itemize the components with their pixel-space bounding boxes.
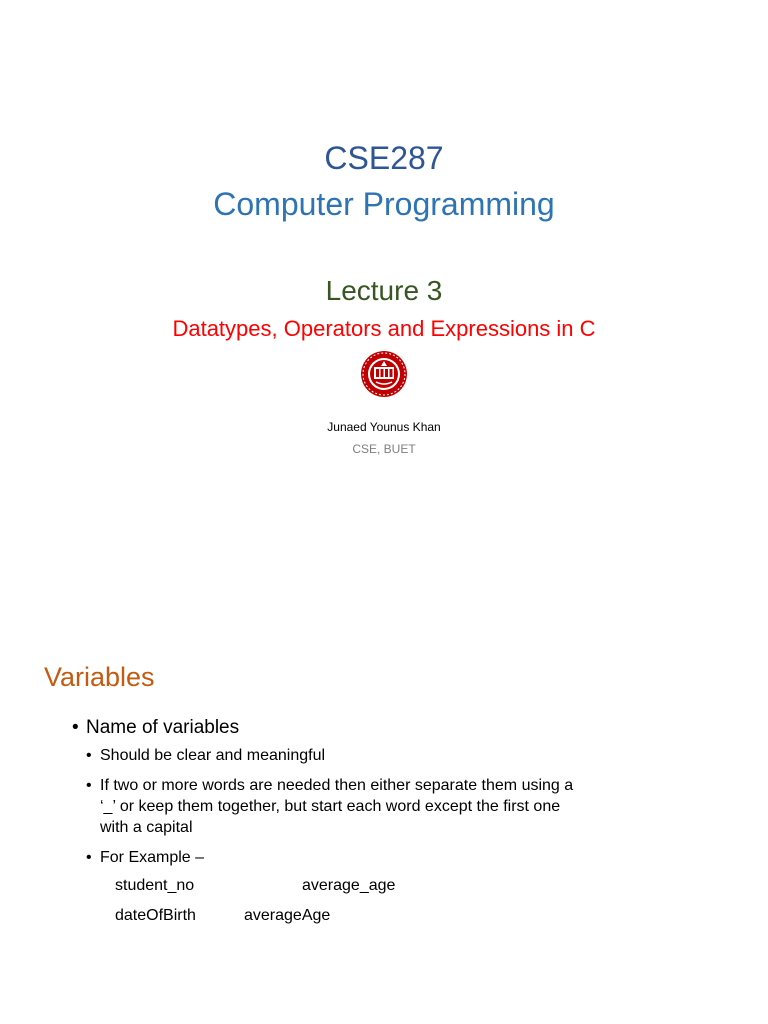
sub-bullet-text: • Should be clear and meaningful <box>100 747 326 764</box>
lecture-number: Lecture 3 <box>325 275 443 306</box>
course-code: CSE287 <box>324 140 444 176</box>
sub-bullet-item <box>86 745 632 766</box>
variables-slide <box>0 620 768 1024</box>
sub-bullet-text: • If two or more words are needed then either separate them using a ‘_’ or keep them together, but start each word except the first one with a capital <box>100 777 574 836</box>
bullet-list <box>72 717 632 877</box>
sub-bullet-text: • For Example – <box>100 849 205 866</box>
example-name: student_no <box>115 877 195 894</box>
bullet-text: Name of variables <box>86 717 240 738</box>
course-name: Computer Programming <box>213 186 555 222</box>
lecture-topic: Datatypes, Operators and Expressions in C <box>172 316 596 341</box>
example-name: dateOfBirth <box>115 907 196 924</box>
buet-seal-icon <box>360 350 408 398</box>
bullet-item <box>72 717 632 868</box>
sub-bullet-item <box>86 775 632 838</box>
example-name: averageAge <box>244 907 331 924</box>
sub-bullet-item <box>86 847 632 868</box>
sub-bullet-list <box>86 745 632 868</box>
author-name: Junaed Younus Khan <box>327 420 441 434</box>
example-name: average_age <box>302 877 396 894</box>
slide-title: Variables <box>44 662 155 692</box>
author-department: CSE, BUET <box>352 442 416 456</box>
